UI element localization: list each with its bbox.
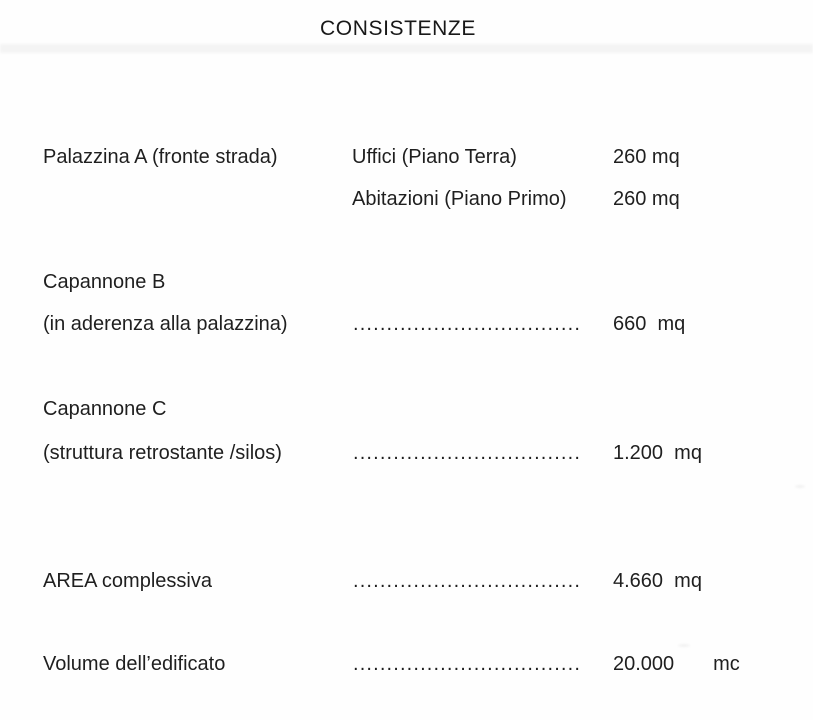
dotted-leader: .................................. bbox=[353, 653, 582, 675]
building-label: Palazzina A (fronte strada) bbox=[43, 146, 278, 168]
row-capannone-c-detail bbox=[0, 440, 813, 466]
area-value: 260 mq bbox=[613, 188, 680, 210]
total-area-value: 4.660 mq bbox=[613, 570, 702, 592]
row-palazzina-a bbox=[0, 144, 813, 170]
building-label: Capannone C bbox=[43, 398, 167, 420]
building-note-label: (struttura retrostante /silos) bbox=[43, 442, 282, 464]
row-volume-edificato bbox=[0, 651, 813, 677]
row-area-complessiva bbox=[0, 568, 813, 594]
scan-smudge bbox=[678, 644, 690, 647]
row-capannone-c-title bbox=[0, 396, 813, 422]
building-note-label: (in aderenza alla palazzina) bbox=[43, 313, 288, 335]
row-capannone-b-detail bbox=[0, 311, 813, 337]
floor-use-label: Abitazioni (Piano Primo) bbox=[352, 188, 567, 210]
floor-use-label: Uffici (Piano Terra) bbox=[352, 146, 517, 168]
volume-value: 20.000 mc bbox=[613, 653, 740, 675]
area-value: 660 mq bbox=[613, 313, 686, 335]
row-palazzina-a-primo bbox=[0, 186, 813, 212]
dotted-leader: .................................. bbox=[353, 313, 582, 335]
area-value: 1.200 mq bbox=[613, 442, 702, 464]
scan-smudge bbox=[795, 485, 805, 488]
total-area-label: AREA complessiva bbox=[43, 570, 212, 592]
row-capannone-b-title bbox=[0, 269, 813, 295]
dotted-leader: .................................. bbox=[353, 442, 582, 464]
document-title: CONSISTENZE bbox=[320, 17, 476, 40]
dotted-leader: .................................. bbox=[353, 570, 582, 592]
scan-artifact-band bbox=[0, 44, 813, 53]
volume-label: Volume dell’edificato bbox=[43, 653, 226, 675]
building-label: Capannone B bbox=[43, 271, 166, 293]
area-value: 260 mq bbox=[613, 146, 680, 168]
